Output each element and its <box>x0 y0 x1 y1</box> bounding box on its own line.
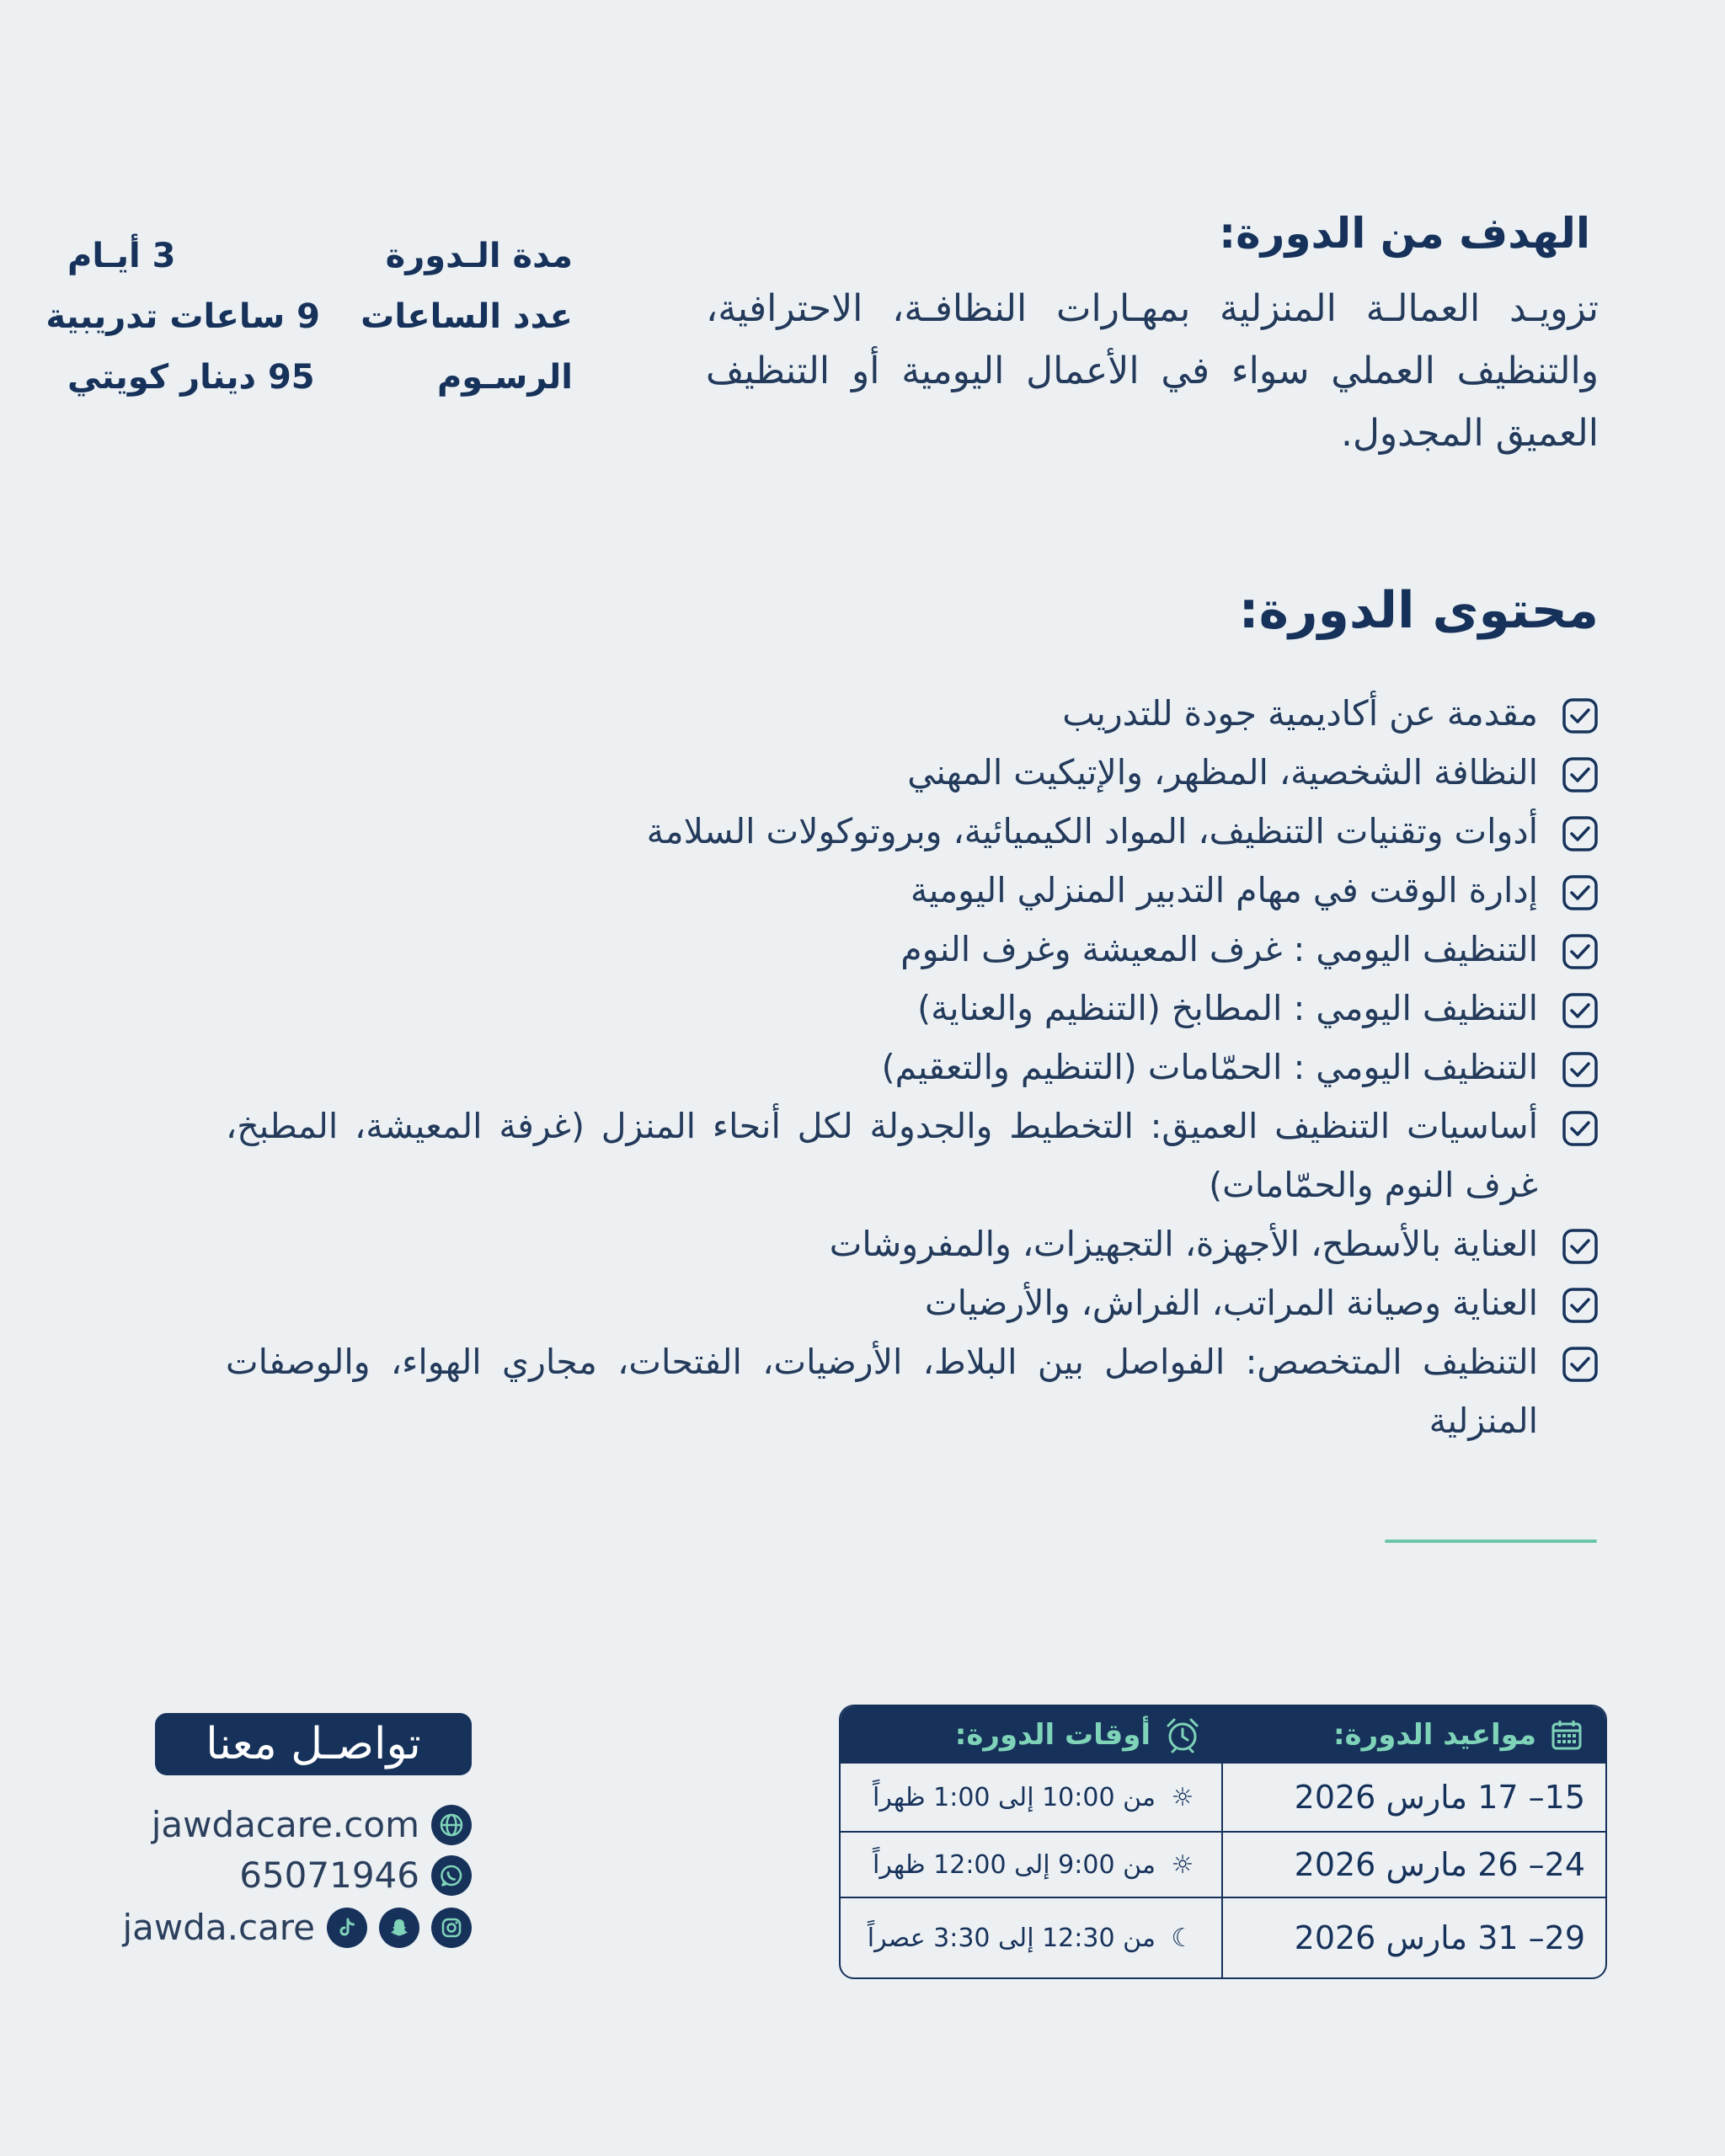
checkbox-checked-icon <box>1562 1110 1599 1147</box>
checkbox-checked-icon <box>1562 1287 1599 1324</box>
course-content-title: محتوى الدورة: <box>1238 581 1599 640</box>
social-handle[interactable]: jawda.care <box>122 1907 315 1948</box>
list-item <box>226 684 1599 743</box>
sun-icon: ☼ <box>1171 1782 1194 1812</box>
dates-header <box>1223 1706 1605 1764</box>
course-content-list <box>226 684 1599 1450</box>
phone-number[interactable]: 65071946 <box>239 1854 419 1896</box>
list-item-text: العناية وصيانة المراتب، الفراش، والأرضيات <box>925 1283 1538 1323</box>
list-item <box>226 979 1599 1038</box>
schedule-time: من 10:00 إلى 1:00 ظهراً <box>873 1782 1156 1812</box>
checkbox-checked-icon <box>1562 874 1599 911</box>
checkbox-checked-icon <box>1562 815 1599 852</box>
fees-label: الرسـوم <box>436 358 573 397</box>
list-item-text: مقدمة عن أكاديمية جودة للتدريب <box>1062 693 1538 734</box>
schedule-time: من 12:30 إلى 3:30 عصراً <box>867 1923 1156 1953</box>
list-item-text: إدارة الوقت في مهام التدبير المنزلي اليومية <box>910 870 1538 910</box>
list-item-text: التنظيف اليومي : المطابخ (التنظيم والعناية) <box>917 988 1538 1028</box>
times-header <box>841 1706 1223 1764</box>
list-item <box>226 1097 1599 1214</box>
list-item <box>226 1214 1599 1273</box>
list-item <box>226 743 1599 802</box>
duration-value: 3 أيـام <box>67 237 176 275</box>
calendar-icon <box>1550 1718 1583 1752</box>
checkbox-checked-icon <box>1562 697 1599 734</box>
duration-label: مدة الـدورة <box>385 237 573 275</box>
table-row <box>841 1764 1605 1831</box>
schedule-header <box>841 1706 1605 1764</box>
contact-us-badge: تواصـل معنا <box>155 1713 472 1775</box>
course-goal-text: تزويـد العمالـة المنزلية بمهـارات النظافـة، الاحترافية، والتنظيف العملي سواء في الأعمال اليومية أو التنظيف العميق المجدول. <box>706 287 1599 455</box>
section-divider <box>1385 1540 1597 1543</box>
schedule-time-cell <box>841 1764 1221 1831</box>
course-goal-section <box>706 209 1599 465</box>
website-link[interactable]: jawdacare.com <box>151 1804 419 1845</box>
checkbox-checked-icon <box>1562 1228 1599 1265</box>
list-item <box>226 861 1599 920</box>
checkbox-checked-icon <box>1562 756 1599 793</box>
alarm-clock-icon <box>1164 1716 1201 1753</box>
fees-value: 95 دينار كويتي <box>67 358 315 397</box>
schedule-date: 15– 17 مارس 2026 <box>1221 1764 1605 1831</box>
dates-header-label: مواعيد الدورة: <box>1332 1718 1536 1752</box>
whatsapp-icon <box>431 1855 472 1896</box>
social-line[interactable] <box>122 1907 472 1948</box>
checkbox-checked-icon <box>1562 1346 1599 1383</box>
hours-label: عدد الساعات <box>360 297 573 336</box>
list-item-text: التنظيف اليومي : الحمّامات (التنظيم والتعقيم) <box>881 1047 1538 1087</box>
list-item-text: العناية بالأسطح، الأجهزة، التجهيزات، والمفروشات <box>829 1224 1538 1264</box>
schedule-date: 24– 26 مارس 2026 <box>1221 1833 1605 1897</box>
list-item-text: أساسيات التنظيف العميق: التخطيط والجدولة لكل أنحاء المنزل (غرفة المعيشة، المطبخ، غرف النوم والحمّامات) <box>226 1106 1538 1205</box>
list-item-text: أدوات وتقنيات التنظيف، المواد الكيميائية، وبروتوكولات السلامة <box>646 811 1538 851</box>
phone-line[interactable] <box>239 1854 472 1896</box>
schedule-time: من 9:00 إلى 12:00 ظهراً <box>873 1849 1156 1880</box>
checkbox-checked-icon <box>1562 933 1599 970</box>
checkbox-checked-icon <box>1562 1051 1599 1088</box>
course-info-block <box>45 226 573 397</box>
instagram-icon[interactable] <box>431 1908 472 1948</box>
course-info-labels <box>360 226 573 397</box>
times-header-label: أوقات الدورة: <box>954 1718 1151 1752</box>
checkbox-checked-icon <box>1562 992 1599 1029</box>
tiktok-icon[interactable] <box>327 1908 367 1948</box>
list-item-text: التنظيف المتخصص: الفواصل بين البلاط، الأرضيات، الفتحات، مجاري الهواء، والوصفات المنزلية <box>226 1342 1538 1441</box>
list-item <box>226 802 1599 861</box>
list-item-text: التنظيف اليومي : غرف المعيشة وغرف النوم <box>900 929 1538 969</box>
moon-icon: ☾ <box>1171 1923 1194 1953</box>
list-item <box>226 1273 1599 1332</box>
schedule-time-cell <box>841 1833 1221 1897</box>
website-line[interactable] <box>152 1804 472 1845</box>
schedule-date: 29– 31 مارس 2026 <box>1221 1898 1605 1977</box>
course-goal-title: الهدف من الدورة: <box>1219 209 1590 258</box>
table-row <box>841 1831 1605 1897</box>
schedule-table <box>839 1705 1607 1979</box>
hours-value: 9 ساعات تدريبية <box>45 297 320 336</box>
snapchat-icon[interactable] <box>379 1908 419 1948</box>
schedule-time-cell <box>841 1898 1221 1977</box>
globe-icon <box>431 1805 472 1845</box>
table-row <box>841 1897 1605 1977</box>
course-info-values <box>45 226 320 397</box>
list-item-text: النظافة الشخصية، المظهر، والإتيكيت المهني <box>907 752 1538 792</box>
list-item <box>226 1038 1599 1097</box>
list-item <box>226 920 1599 979</box>
sun-icon: ☼ <box>1171 1849 1194 1880</box>
list-item <box>226 1332 1599 1450</box>
